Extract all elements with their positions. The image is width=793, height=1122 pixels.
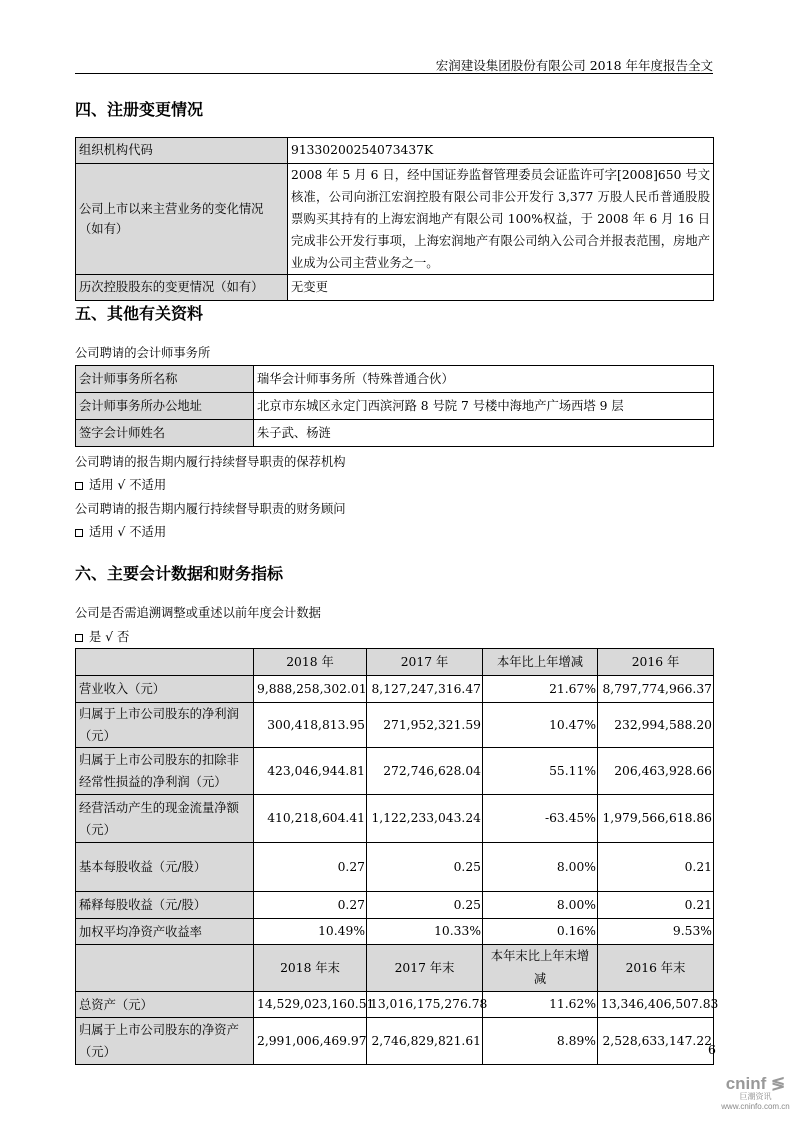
sponsor-option: [75, 475, 166, 493]
watermark-url: www.cninfo.com.cn: [721, 1102, 790, 1111]
column-header: [76, 945, 254, 992]
cell-value: 10.33%: [367, 919, 483, 945]
restatement-question: 公司是否需追溯调整或重述以前年度会计数据: [75, 606, 321, 620]
cell-value: 0.21: [598, 843, 714, 892]
option-text: 是 √ 否: [89, 630, 130, 644]
table-header-row: [76, 649, 714, 676]
table-row: [76, 703, 714, 748]
row-value: 朱子武、杨涟: [254, 420, 714, 447]
watermark-logo-icon: cninf ≶: [725, 1074, 786, 1093]
cell-value: -63.45%: [483, 795, 598, 843]
cell-value: 8,797,774,966.37: [598, 676, 714, 703]
cell-value: 11.62%: [483, 992, 598, 1018]
row-value: 2008 年 5 月 6 日，经中国证券监督管理委员会证监许可字[2008]650 号文核准，公司向浙江宏润控股有限公司非公开发行 3,377 万股人民币普通股股票购买其持有的上海宏润地产有限公司 100%权益，于 2008 年 6 月 16 日完成非公开发行事项，上海宏润地产有限公司纳入公司合并报表范围，房地产业成为公司主营业务之一。: [288, 164, 714, 275]
row-label: 稀释每股收益（元/股）: [76, 892, 254, 919]
table-row: [76, 393, 714, 420]
cell-value: 300,418,813.95: [254, 703, 367, 748]
cell-value: 13,016,175,276.78: [367, 992, 483, 1018]
option-text: 适用 √ 不适用: [89, 525, 167, 539]
table-row: [76, 748, 714, 795]
column-header: 2017 年末: [367, 945, 483, 992]
sponsor-question: 公司聘请的报告期内履行持续督导职责的保荐机构: [75, 455, 346, 469]
cell-value: 55.11%: [483, 748, 598, 795]
option-text: 适用 √ 不适用: [89, 478, 167, 492]
cell-value: 2,991,006,469.97: [254, 1018, 367, 1065]
column-header: 2016 年: [598, 649, 714, 676]
cell-value: 0.21: [598, 892, 714, 919]
auditor-intro: 公司聘请的会计师事务所: [75, 346, 211, 360]
watermark-name: 巨潮资讯: [739, 1092, 772, 1101]
row-label: 会计师事务所办公地址: [76, 393, 254, 420]
cell-value: 8,127,247,316.47: [367, 676, 483, 703]
row-value: 北京市东城区永定门西滨河路 8 号院 7 号楼中海地产广场西塔 9 层: [254, 393, 714, 420]
section-5-title: 五、其他有关资料: [75, 304, 204, 323]
restatement-option: [75, 627, 129, 645]
table-row: [76, 420, 714, 447]
cell-value: 2,746,829,821.61: [367, 1018, 483, 1065]
cell-value: 423,046,944.81: [254, 748, 367, 795]
column-header: 2017 年: [367, 649, 483, 676]
cell-value: 10.49%: [254, 919, 367, 945]
table-row: [76, 1018, 714, 1065]
table-row: [76, 843, 714, 892]
cell-value: 8.00%: [483, 843, 598, 892]
cell-value: 0.25: [367, 843, 483, 892]
column-header: 2018 年: [254, 649, 367, 676]
running-header: 宏润建设集团股份有限公司 2018 年年度报告全文: [435, 58, 713, 73]
table-header-row: [76, 945, 714, 992]
table-row: [76, 892, 714, 919]
registration-change-table: [75, 137, 714, 301]
column-header: 本年末比上年末增减: [483, 945, 598, 992]
column-header: 本年比上年增减: [483, 649, 598, 676]
cell-value: 1,979,566,618.86: [598, 795, 714, 843]
table-row: [76, 366, 714, 393]
cell-value: 0.25: [367, 892, 483, 919]
cell-value: 272,746,628.04: [367, 748, 483, 795]
checkbox-icon: [75, 482, 83, 490]
cell-value: 10.47%: [483, 703, 598, 748]
column-header: 2016 年末: [598, 945, 714, 992]
cell-value: 13,346,406,507.83: [598, 992, 714, 1018]
row-label: 经营活动产生的现金流量净额（元）: [76, 795, 254, 843]
column-header: [76, 649, 254, 676]
row-label: 会计师事务所名称: [76, 366, 254, 393]
auditor-table: [75, 365, 714, 447]
table-row: [76, 138, 714, 164]
cell-value: 206,463,928.66: [598, 748, 714, 795]
table-row: [76, 275, 714, 301]
row-label: 历次控股股东的变更情况（如有）: [76, 275, 288, 301]
cell-value: 9,888,258,302.01: [254, 676, 367, 703]
financial-indicators-table: [75, 648, 719, 1065]
table-row: [76, 164, 714, 275]
checkbox-icon: [75, 634, 83, 642]
table-row: [76, 919, 714, 945]
cell-value: 0.16%: [483, 919, 598, 945]
table-row: [76, 676, 714, 703]
section-4-title: 四、注册变更情况: [75, 100, 204, 119]
cell-value: 271,952,321.59: [367, 703, 483, 748]
row-label: 归属于上市公司股东的扣除非经常性损益的净利润（元）: [76, 748, 254, 795]
row-value: 91330200254073437K: [288, 138, 714, 164]
cell-value: 9.53%: [598, 919, 714, 945]
row-value: 瑞华会计师事务所（特殊普通合伙）: [254, 366, 714, 393]
cell-value: 410,218,604.41: [254, 795, 367, 843]
section-6-title: 六、主要会计数据和财务指标: [75, 564, 284, 583]
row-label: 总资产（元）: [76, 992, 254, 1018]
row-label: 基本每股收益（元/股）: [76, 843, 254, 892]
cell-value: 14,529,023,160.51: [254, 992, 367, 1018]
cell-value: 8.89%: [483, 1018, 598, 1065]
row-label: 公司上市以来主营业务的变化情况（如有）: [76, 164, 288, 275]
cell-value: 0.27: [254, 843, 367, 892]
table-row: [76, 992, 714, 1018]
cninf-watermark: [718, 1075, 793, 1112]
table-row: [76, 795, 714, 843]
header-rule: [75, 73, 713, 74]
page-number: 6: [708, 1042, 716, 1057]
row-label: 归属于上市公司股东的净资产（元）: [76, 1018, 254, 1065]
cell-value: 0.27: [254, 892, 367, 919]
cell-value: 1,122,233,043.24: [367, 795, 483, 843]
row-label: 加权平均净资产收益率: [76, 919, 254, 945]
column-header: 2018 年末: [254, 945, 367, 992]
cell-value: 232,994,588.20: [598, 703, 714, 748]
row-label: 营业收入（元）: [76, 676, 254, 703]
advisor-question: 公司聘请的报告期内履行持续督导职责的财务顾问: [75, 502, 346, 516]
cell-value: 8.00%: [483, 892, 598, 919]
cell-value: 21.67%: [483, 676, 598, 703]
advisor-option: [75, 522, 166, 540]
row-label: 归属于上市公司股东的净利润（元）: [76, 703, 254, 748]
row-value: 无变更: [288, 275, 714, 301]
checkbox-icon: [75, 529, 83, 537]
row-label: 组织机构代码: [76, 138, 288, 164]
cell-value: 2,528,633,147.22: [598, 1018, 714, 1065]
row-label: 签字会计师姓名: [76, 420, 254, 447]
